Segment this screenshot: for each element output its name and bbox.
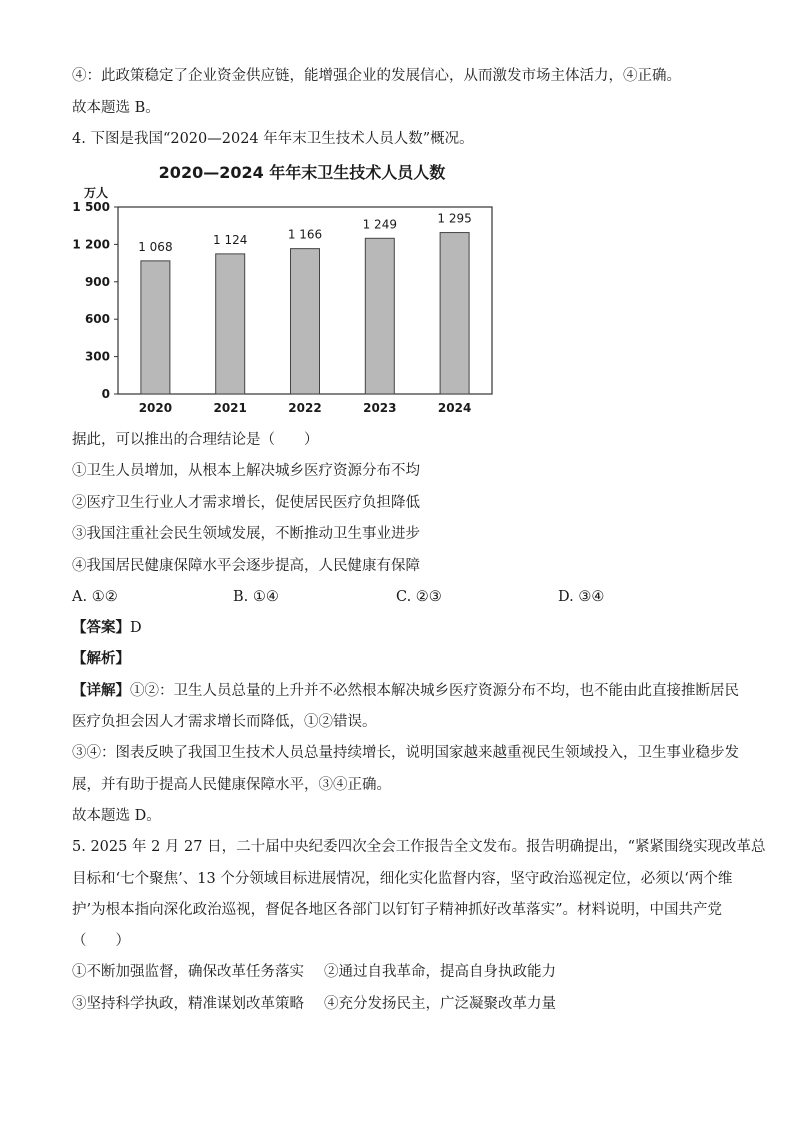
x-axis-labels: [139, 401, 472, 415]
y-tick-label: 0: [101, 387, 110, 401]
detail-line: ③④：图表反映了我国卫生技术人员总量持续增长，说明国家越来越重视民生领域投入，卫生事业稳步发: [72, 745, 739, 761]
question-5-line: 目标和‘七个聚焦’、13 个分领域目标进展情况，细化实化监督内容，坚守政治巡视定位，必须以‘两个维: [72, 871, 733, 887]
q5-statement-4: ④充分发扬民主，广泛凝聚改革力量: [324, 996, 556, 1012]
detail-tag: 【详解】: [72, 682, 130, 699]
x-tick-label: 2023: [363, 401, 397, 415]
bar-value-label: 1 295: [437, 211, 472, 226]
option-c: C. ②③: [396, 589, 442, 605]
statement-1: ①卫生人员增加，从根本上解决城乡医疗资源分布不均: [72, 463, 420, 479]
bars: [138, 212, 472, 394]
statement-3: ③我国注重社会民生领域发展，不断推动卫生事业进步: [72, 526, 420, 542]
answer-value: D: [130, 620, 142, 636]
text-line: ④：此政策稳定了企业资金供应链，能增强企业的发展信心，从而激发市场主体活力，④正确。: [72, 68, 681, 84]
question-4-stem: 4. 下图是我国“2020—2024 年年末卫生技术人员人数”概况。: [72, 131, 474, 147]
statement-2: ②医疗卫生行业人才需求增长，促使居民医疗负担降低: [72, 495, 420, 511]
bar: [440, 233, 469, 394]
y-tick-label: 600: [84, 312, 110, 327]
y-axis-label: 万人: [84, 186, 109, 200]
option-b: B. ①④: [233, 589, 279, 605]
x-tick-label: 2022: [288, 401, 322, 415]
y-tick-label: 1 500: [72, 200, 110, 214]
option-a: A. ①②: [72, 589, 118, 605]
bar-value-label: 1 124: [213, 232, 248, 247]
bar-value-label: 1 249: [362, 217, 397, 232]
bar: [291, 249, 320, 394]
y-tick-label: 1 200: [72, 237, 110, 252]
bar: [141, 261, 170, 394]
q5-statement-2: ②通过自我革命，提高自身执政能力: [324, 964, 556, 980]
answer-line: [72, 618, 142, 638]
text-line: 故本题选 D。: [72, 808, 161, 824]
bar-chart: [72, 155, 512, 420]
q5-statement-3: ③坚持科学执政，精准谋划改革策略: [72, 996, 304, 1012]
statement-4: ④我国居民健康保障水平会逐步提高，人民健康有保障: [72, 558, 420, 574]
analysis-tag: 【解析】: [72, 650, 130, 667]
bar-value-label: 1 068: [138, 239, 173, 254]
bar: [216, 254, 245, 394]
option-d: D. ③④: [558, 589, 605, 605]
x-tick-label: 2020: [138, 401, 173, 415]
detail-line: 【详解】①②：卫生人员总量的上升并不必然根本解决城乡医疗资源分布不均，也不能由此直接推断居民: [72, 682, 739, 699]
text-line: 故本题选 B。: [72, 100, 160, 116]
answer-tag: 【答案】: [72, 619, 130, 636]
y-axis-ticks: [72, 200, 118, 401]
bar: [365, 238, 394, 394]
bar-value-label: 1 166: [287, 227, 323, 242]
chart-title: 2020—2024 年年末卫生技术人员人数: [158, 163, 446, 182]
y-tick-label: 900: [84, 274, 110, 289]
y-tick-label: 300: [84, 349, 110, 364]
detail-line: 展，并有助于提高人民健康保障水平，③④正确。: [72, 777, 391, 793]
question-5-line: 5. 2025 年 2 月 27 日，二十届中央纪委四次全会工作报告全文发布。报告明确提出，“紧紧围绕实现改革总: [72, 839, 766, 855]
x-tick-label: 2021: [213, 401, 247, 415]
q5-statement-1: ①不断加强监督，确保改革任务落实: [72, 964, 304, 980]
x-tick-label: 2024: [437, 401, 472, 415]
question-5-line: 护’为根本指向深化政治巡视，督促各地区各部门以钉钉子精神抓好改革落实”。材料说明，中国共产党: [72, 902, 723, 918]
question-4-prompt: 据此，可以推出的合理结论是（ ）: [72, 432, 319, 448]
question-5-line: （ ）: [72, 933, 130, 949]
detail-line: 医疗负担会因人才需求增长而降低，①②错误。: [72, 714, 377, 730]
